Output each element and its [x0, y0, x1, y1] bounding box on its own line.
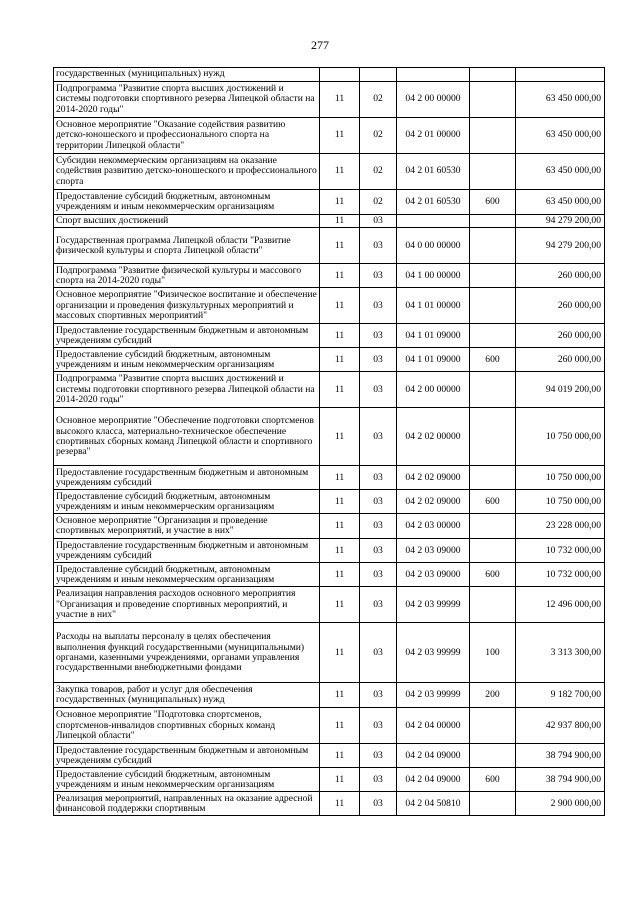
cell-sec: 11 — [320, 264, 360, 288]
cell-vr — [470, 708, 516, 744]
cell-csr — [397, 68, 470, 82]
cell-name: Реализация направления расходов основного мероприятия "Организация и проведение спортивных мероприятий, и участие в них" — [54, 587, 320, 623]
cell-sub: 03 — [360, 539, 397, 563]
cell-csr: 04 2 03 99999 — [397, 683, 470, 708]
cell-sec: 11 — [320, 372, 360, 408]
cell-csr — [397, 215, 470, 228]
cell-sub: 03 — [360, 348, 397, 372]
cell-sec — [320, 68, 360, 82]
cell-vr — [470, 82, 516, 118]
table-row — [54, 348, 605, 372]
cell-csr: 04 2 03 99999 — [397, 587, 470, 623]
cell-sub: 03 — [360, 466, 397, 490]
cell-vr — [470, 264, 516, 288]
cell-sec: 11 — [320, 228, 360, 264]
cell-vr — [470, 408, 516, 466]
cell-sum: 63 450 000,00 — [516, 190, 605, 215]
table-row — [54, 708, 605, 744]
cell-name: Предоставление субсидий бюджетным, автономным учреждениям и иным некоммерческим организациям — [54, 563, 320, 587]
cell-vr — [470, 539, 516, 563]
cell-sec: 11 — [320, 324, 360, 348]
cell-sub: 03 — [360, 264, 397, 288]
cell-sec: 11 — [320, 708, 360, 744]
cell-sum: 260 000,00 — [516, 324, 605, 348]
cell-sub: 03 — [360, 215, 397, 228]
cell-sum: 38 794 900,00 — [516, 768, 605, 792]
table-row — [54, 490, 605, 514]
cell-sum: 260 000,00 — [516, 348, 605, 372]
table-row — [54, 792, 605, 816]
cell-sum: 10 750 000,00 — [516, 466, 605, 490]
cell-sec: 11 — [320, 348, 360, 372]
cell-csr: 04 0 00 00000 — [397, 228, 470, 264]
cell-sub: 02 — [360, 190, 397, 215]
cell-csr: 04 2 04 50810 — [397, 792, 470, 816]
cell-vr: 600 — [470, 490, 516, 514]
cell-sum: 42 937 800,00 — [516, 708, 605, 744]
table-row — [54, 683, 605, 708]
cell-sub: 03 — [360, 372, 397, 408]
cell-sum: 94 279 200,00 — [516, 215, 605, 228]
cell-csr: 04 1 01 09000 — [397, 348, 470, 372]
cell-sub: 03 — [360, 587, 397, 623]
cell-csr: 04 2 03 99999 — [397, 623, 470, 683]
cell-sum: 63 450 000,00 — [516, 82, 605, 118]
table-row — [54, 68, 605, 82]
table-row — [54, 118, 605, 154]
cell-sec: 11 — [320, 539, 360, 563]
cell-sum: 94 279 200,00 — [516, 228, 605, 264]
cell-sec: 11 — [320, 154, 360, 190]
cell-sub: 03 — [360, 683, 397, 708]
cell-sec: 11 — [320, 408, 360, 466]
cell-vr — [470, 514, 516, 539]
table-row — [54, 288, 605, 324]
cell-csr: 04 2 01 60530 — [397, 190, 470, 215]
cell-name: Предоставление субсидий бюджетным, автономным учреждениям и иным некоммерческим организациям — [54, 348, 320, 372]
table-row — [54, 587, 605, 623]
cell-sum — [516, 68, 605, 82]
cell-csr: 04 2 01 00000 — [397, 118, 470, 154]
cell-csr: 04 2 02 09000 — [397, 490, 470, 514]
cell-name: Реализация мероприятий, направленных на оказание адресной финансовой поддержки спортивным — [54, 792, 320, 816]
cell-sub: 03 — [360, 490, 397, 514]
cell-csr: 04 2 03 00000 — [397, 514, 470, 539]
cell-sum: 260 000,00 — [516, 264, 605, 288]
cell-sum: 23 228 000,00 — [516, 514, 605, 539]
cell-sum: 3 313 300,00 — [516, 623, 605, 683]
cell-name: Основное мероприятие "Физическое воспитание и обеспечение организации и проведения физкультурных мероприятий и массовых спортивных мероприятий" — [54, 288, 320, 324]
cell-csr: 04 1 01 00000 — [397, 288, 470, 324]
cell-sec: 11 — [320, 190, 360, 215]
cell-vr — [470, 587, 516, 623]
cell-sub: 03 — [360, 324, 397, 348]
table-row — [54, 408, 605, 466]
cell-csr: 04 2 02 00000 — [397, 408, 470, 466]
cell-sub: 03 — [360, 288, 397, 324]
cell-vr: 600 — [470, 563, 516, 587]
cell-name: Основное мероприятие "Организация и проведение спортивных мероприятий, и участие в них" — [54, 514, 320, 539]
cell-csr: 04 1 00 00000 — [397, 264, 470, 288]
cell-sum: 63 450 000,00 — [516, 118, 605, 154]
cell-name: Предоставление субсидий бюджетным, автономным учреждениям и иным некоммерческим организациям — [54, 768, 320, 792]
cell-name: Предоставление субсидий бюджетным, автономным учреждениям и иным некоммерческим организациям — [54, 190, 320, 215]
cell-sub: 03 — [360, 563, 397, 587]
cell-sec: 11 — [320, 744, 360, 768]
table-row — [54, 623, 605, 683]
cell-vr — [470, 288, 516, 324]
cell-sec: 11 — [320, 215, 360, 228]
cell-csr: 04 2 00 00000 — [397, 82, 470, 118]
cell-vr — [470, 68, 516, 82]
cell-sec: 11 — [320, 466, 360, 490]
cell-vr — [470, 154, 516, 190]
budget-table — [53, 67, 605, 816]
table-row — [54, 190, 605, 215]
cell-sum: 63 450 000,00 — [516, 154, 605, 190]
cell-name: Основное мероприятие "Подготовка спортсменов, спортсменов-инвалидов спортивных сборных команд Липецкой области" — [54, 708, 320, 744]
cell-vr — [470, 466, 516, 490]
cell-name: Закупка товаров, работ и услуг для обеспечения государственных (муниципальных) нужд — [54, 683, 320, 708]
cell-name: Предоставление государственным бюджетным и автономным учреждениям субсидий — [54, 744, 320, 768]
cell-sec: 11 — [320, 82, 360, 118]
table-row — [54, 539, 605, 563]
cell-vr: 600 — [470, 768, 516, 792]
cell-vr — [470, 744, 516, 768]
table-row — [54, 563, 605, 587]
cell-name: Предоставление субсидий бюджетным, автономным учреждениям и иным некоммерческим организациям — [54, 490, 320, 514]
cell-name: Предоставление государственным бюджетным и автономным учреждениям субсидий — [54, 539, 320, 563]
cell-sub: 03 — [360, 228, 397, 264]
cell-vr: 600 — [470, 190, 516, 215]
cell-sum: 10 732 000,00 — [516, 563, 605, 587]
cell-csr: 04 2 04 00000 — [397, 708, 470, 744]
cell-sec: 11 — [320, 792, 360, 816]
table-row — [54, 372, 605, 408]
table-row — [54, 744, 605, 768]
table-row — [54, 154, 605, 190]
table-row — [54, 82, 605, 118]
cell-vr — [470, 372, 516, 408]
cell-csr: 04 1 01 09000 — [397, 324, 470, 348]
cell-sum: 94 019 200,00 — [516, 372, 605, 408]
cell-sub — [360, 68, 397, 82]
cell-csr: 04 2 01 60530 — [397, 154, 470, 190]
cell-sub: 03 — [360, 744, 397, 768]
cell-name: Подпрограмма "Развитие спорта высших достижений и системы подготовки спортивного резерва Липецкой области на 2014-2020 годы" — [54, 82, 320, 118]
cell-sec: 11 — [320, 587, 360, 623]
cell-name: государственных (муниципальных) нужд — [54, 68, 320, 82]
cell-csr: 04 2 04 09000 — [397, 744, 470, 768]
cell-sub: 03 — [360, 708, 397, 744]
cell-sec: 11 — [320, 563, 360, 587]
cell-vr — [470, 118, 516, 154]
cell-name: Субсидии некоммерческим организациям на оказание содействия развитию детско-юношеского и профессионального спорта — [54, 154, 320, 190]
table-row — [54, 228, 605, 264]
cell-name: Государственная программа Липецкой области "Развитие физической культуры и спорта Липецкой области" — [54, 228, 320, 264]
cell-sub: 02 — [360, 118, 397, 154]
cell-csr: 04 2 02 09000 — [397, 466, 470, 490]
cell-vr — [470, 792, 516, 816]
cell-sub: 03 — [360, 623, 397, 683]
cell-sec: 11 — [320, 623, 360, 683]
cell-csr: 04 2 03 09000 — [397, 539, 470, 563]
cell-name: Предоставление государственным бюджетным и автономным учреждениям субсидий — [54, 466, 320, 490]
cell-sub: 03 — [360, 792, 397, 816]
cell-sub: 03 — [360, 408, 397, 466]
cell-sec: 11 — [320, 514, 360, 539]
cell-sec: 11 — [320, 683, 360, 708]
cell-sum: 12 496 000,00 — [516, 587, 605, 623]
cell-csr: 04 2 00 00000 — [397, 372, 470, 408]
cell-sec: 11 — [320, 118, 360, 154]
cell-vr: 100 — [470, 623, 516, 683]
cell-sum: 9 182 700,00 — [516, 683, 605, 708]
cell-csr: 04 2 03 09000 — [397, 563, 470, 587]
cell-name: Основное мероприятие "Обеспечение подготовки спортсменов высокого класса, материально-техническое обеспечение спортивных сборных команд Липецкой области и спортивного резерва" — [54, 408, 320, 466]
cell-sum: 10 750 000,00 — [516, 408, 605, 466]
table-row — [54, 514, 605, 539]
cell-vr: 200 — [470, 683, 516, 708]
cell-sub: 03 — [360, 514, 397, 539]
cell-name: Спорт высших достижений — [54, 215, 320, 228]
cell-vr — [470, 324, 516, 348]
cell-vr: 600 — [470, 348, 516, 372]
cell-name: Подпрограмма "Развитие спорта высших достижений и системы подготовки спортивного резерва Липецкой области на 2014-2020 годы" — [54, 372, 320, 408]
budget-table-body — [54, 68, 605, 816]
cell-name: Расходы на выплаты персоналу в целях обеспечения выполнения функций государственными (муниципальными) органами, казенными учреждениями, органами управления государственными внебюджетными фондами — [54, 623, 320, 683]
table-row — [54, 264, 605, 288]
cell-sec: 11 — [320, 288, 360, 324]
table-row — [54, 324, 605, 348]
cell-sum: 10 732 000,00 — [516, 539, 605, 563]
cell-name: Подпрограмма "Развитие физической культуры и массового спорта на 2014-2020 годы" — [54, 264, 320, 288]
cell-sub: 03 — [360, 768, 397, 792]
cell-csr: 04 2 04 09000 — [397, 768, 470, 792]
cell-name: Предоставление государственным бюджетным и автономным учреждениям субсидий — [54, 324, 320, 348]
cell-sum: 260 000,00 — [516, 288, 605, 324]
cell-sum: 2 900 000,00 — [516, 792, 605, 816]
page-number: 277 — [311, 38, 329, 52]
cell-sec: 11 — [320, 768, 360, 792]
cell-vr — [470, 228, 516, 264]
cell-sum: 10 750 000,00 — [516, 490, 605, 514]
cell-sec: 11 — [320, 490, 360, 514]
cell-vr — [470, 215, 516, 228]
cell-sub: 02 — [360, 82, 397, 118]
cell-name: Основное мероприятие "Оказание содействия развитию детско-юношеского и профессионального спорта на территории Липецкой области" — [54, 118, 320, 154]
table-row — [54, 215, 605, 228]
table-row — [54, 466, 605, 490]
cell-sub: 02 — [360, 154, 397, 190]
cell-sum: 38 794 900,00 — [516, 744, 605, 768]
table-row — [54, 768, 605, 792]
